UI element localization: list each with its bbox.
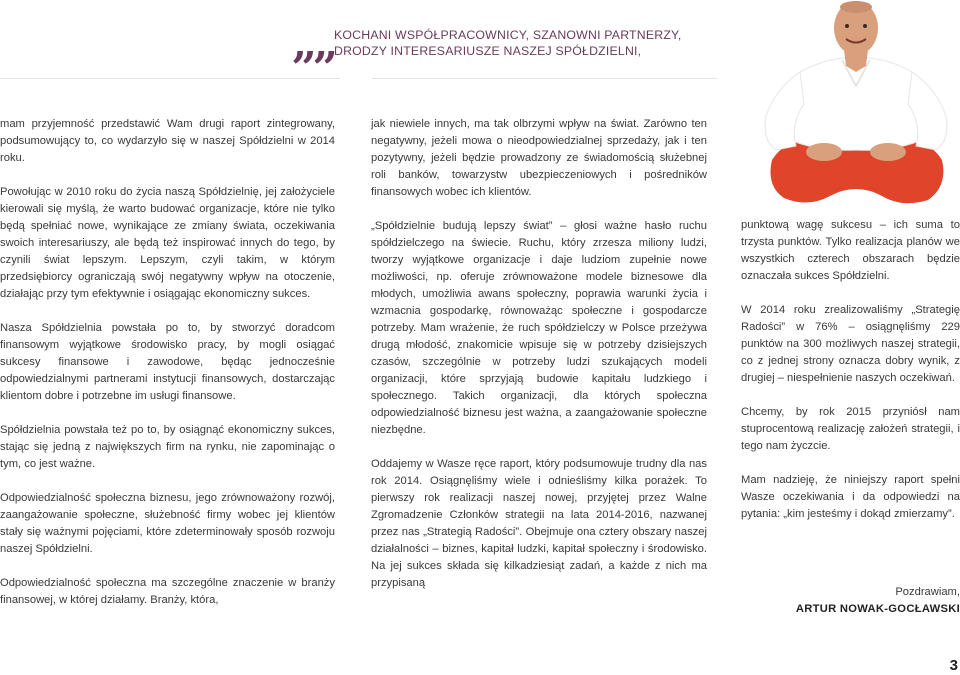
portrait-photo-icon — [752, 0, 960, 212]
text-column-1 — [0, 116, 335, 609]
signature-block — [741, 584, 960, 618]
salutation-line-1: KOCHANI WSPÓŁPRACOWNICY, SZANOWNI PARTNERZY, — [334, 28, 682, 42]
greeting: Pozdrawiam, — [895, 586, 960, 598]
quote-mark-icon: „„ — [292, 18, 335, 69]
paragraph: Powołując w 2010 roku do życia naszą Spółdzielnię, jej założyciele kierowali się myślą, że warto budować organizacje, które nie tylko będą spełniać nowe, wynikające ze zmiany świata, oczekiwania swoich interesariuszy, ale będą też inspirować innych do tego, by czynili świat lepszym. Lepszym, czyli takim, w którym przedsiębiorcy ograniczają swój negatywny wpływ na otoczenie, działając przy tym efektywnie i osiągając ekonomiczny sukces. — [0, 186, 335, 300]
text-column-3 — [741, 217, 960, 523]
divider — [372, 78, 717, 79]
paragraph: Oddajemy w Wasze ręce raport, który podsumowuje trudny dla nas rok 2014. Osiągnęliśmy wiele i odnieśliśmy kilka porażek. To pierwszy rok realizacji naszej nowej, przyjętej przez Walne Zgromadzenie Członków strategii na lata 2014-2016, nazwanej przez nas „Strategią Radości”. Obejmuje ona cztery obszary naszej działalności – biznes, kapitał ludzki, kapitał społeczny i środowisko. Na jej sukces składa się kilkadziesiąt zadań, a każde z nich ma przypisaną — [371, 458, 707, 589]
page-number: 3 — [949, 657, 958, 674]
paragraph: Nasza Spółdzielnia powstała po to, by stworzyć doradcom finansowym wyjątkowe środowisko pracy, by mogli osiągać sukcesy finansowe i zawodowe, będąc jednocześnie odpowiedzialnymi partnerami instytucji finansowych, dostarczając klientom dobre i potrzebne im usługi finansowe. — [0, 322, 335, 402]
paragraph: „Spółdzielnie budują lepszy świat” – głosi ważne hasło ruchu spółdzielczego na świecie. Ruchu, który zrzesza miliony ludzi, tworzy wyjątkowe organizacje i daje ludziom zupełnie nowe możliwości, np. oferuje zrównoważone modele biznesowe dla młodych, umożliwia awans społeczny, poprawia warunki życia i wzmacnia gospodarkę, równoważąc społeczne i gospodarcze potrzeby. Mam wrażenie, że ruch spółdzielczy w Polsce przeżywa drugą młodość, znakomicie wpisuje się w potrzeby dzisiejszych czasów, szczególnie w potrzeby ludzi szukających modeli organizacji, które sprzyjają budowie kapitału ludzkiego i społecznego. Takich organizacji, dla których społeczna odpowiedzialność biznesu jest ważna, a zaangażowanie społeczne niezbędne. — [371, 220, 707, 436]
salutation-line-2: DRODZY INTERESARIUSZE NASZEJ SPÓŁDZIELNI, — [334, 44, 642, 58]
paragraph: jak niewiele innych, ma tak olbrzymi wpływ na świat. Zarówno ten negatywny, jeżeli mowa o nieodpowiedzialnej sprzedaży, jak i ten pozytywny, jeżeli będzie prowadzony ze świadomością służebnej roli banków, towarzystw ubezpieczeniowych i pośredników finansowych wobec ich klientów. — [371, 118, 707, 198]
paragraph: Odpowiedzialność społeczna ma szczególne znaczenie w branży finansowej, w której działamy. Branży, która, — [0, 577, 335, 606]
paragraph: Odpowiedzialność społeczna biznesu, jego zrównoważony rozwój, zaangażowanie społeczne, służebność firmy wobec jej klientów stały się ważnymi pojęciami, które zdeterminowały sposób rozwoju naszej Spółdzielni. — [0, 492, 335, 555]
paragraph: Chcemy, by rok 2015 przyniósł nam stuprocentową realizację założeń strategii, i tego nam życzcie. — [741, 406, 960, 452]
text-column-2 — [371, 116, 707, 592]
paragraph: punktową wagę sukcesu – ich suma to trzysta punktów. Tylko realizacja planów we wszystkich czterech obszarach będzie oznaczała sukces Spółdzielni. — [741, 219, 960, 282]
paragraph: Mam nadzieję, że niniejszy raport spełni Wasze oczekiwania i da odpowiedzi na pytania: „kim jesteśmy i dokąd zmierzamy”. — [741, 474, 960, 520]
paragraph: Spółdzielnia powstała też po to, by osiągnąć ekonomiczny sukces, stając się jedną z największych firm na rynku, nie zapominając o tym, co jest ważne. — [0, 424, 335, 470]
paragraph: W 2014 roku zrealizowaliśmy „Strategię Radości” w 76% – osiągnęliśmy 229 punktów na 300 możliwych naszej strategii, co z jednej strony oznacza dobry wynik, z drugiej – niespełnienie naszych oczekiwań. — [741, 304, 960, 384]
author-name: ARTUR NOWAK-GOCŁAWSKI — [795, 603, 960, 615]
divider — [0, 78, 340, 79]
letter-salutation — [334, 27, 754, 59]
paragraph: mam przyjemność przedstawić Wam drugi raport zintegrowany, podsumowujący to, co wydarzyło się w naszej Spółdzielni w 2014 roku. — [0, 118, 335, 164]
